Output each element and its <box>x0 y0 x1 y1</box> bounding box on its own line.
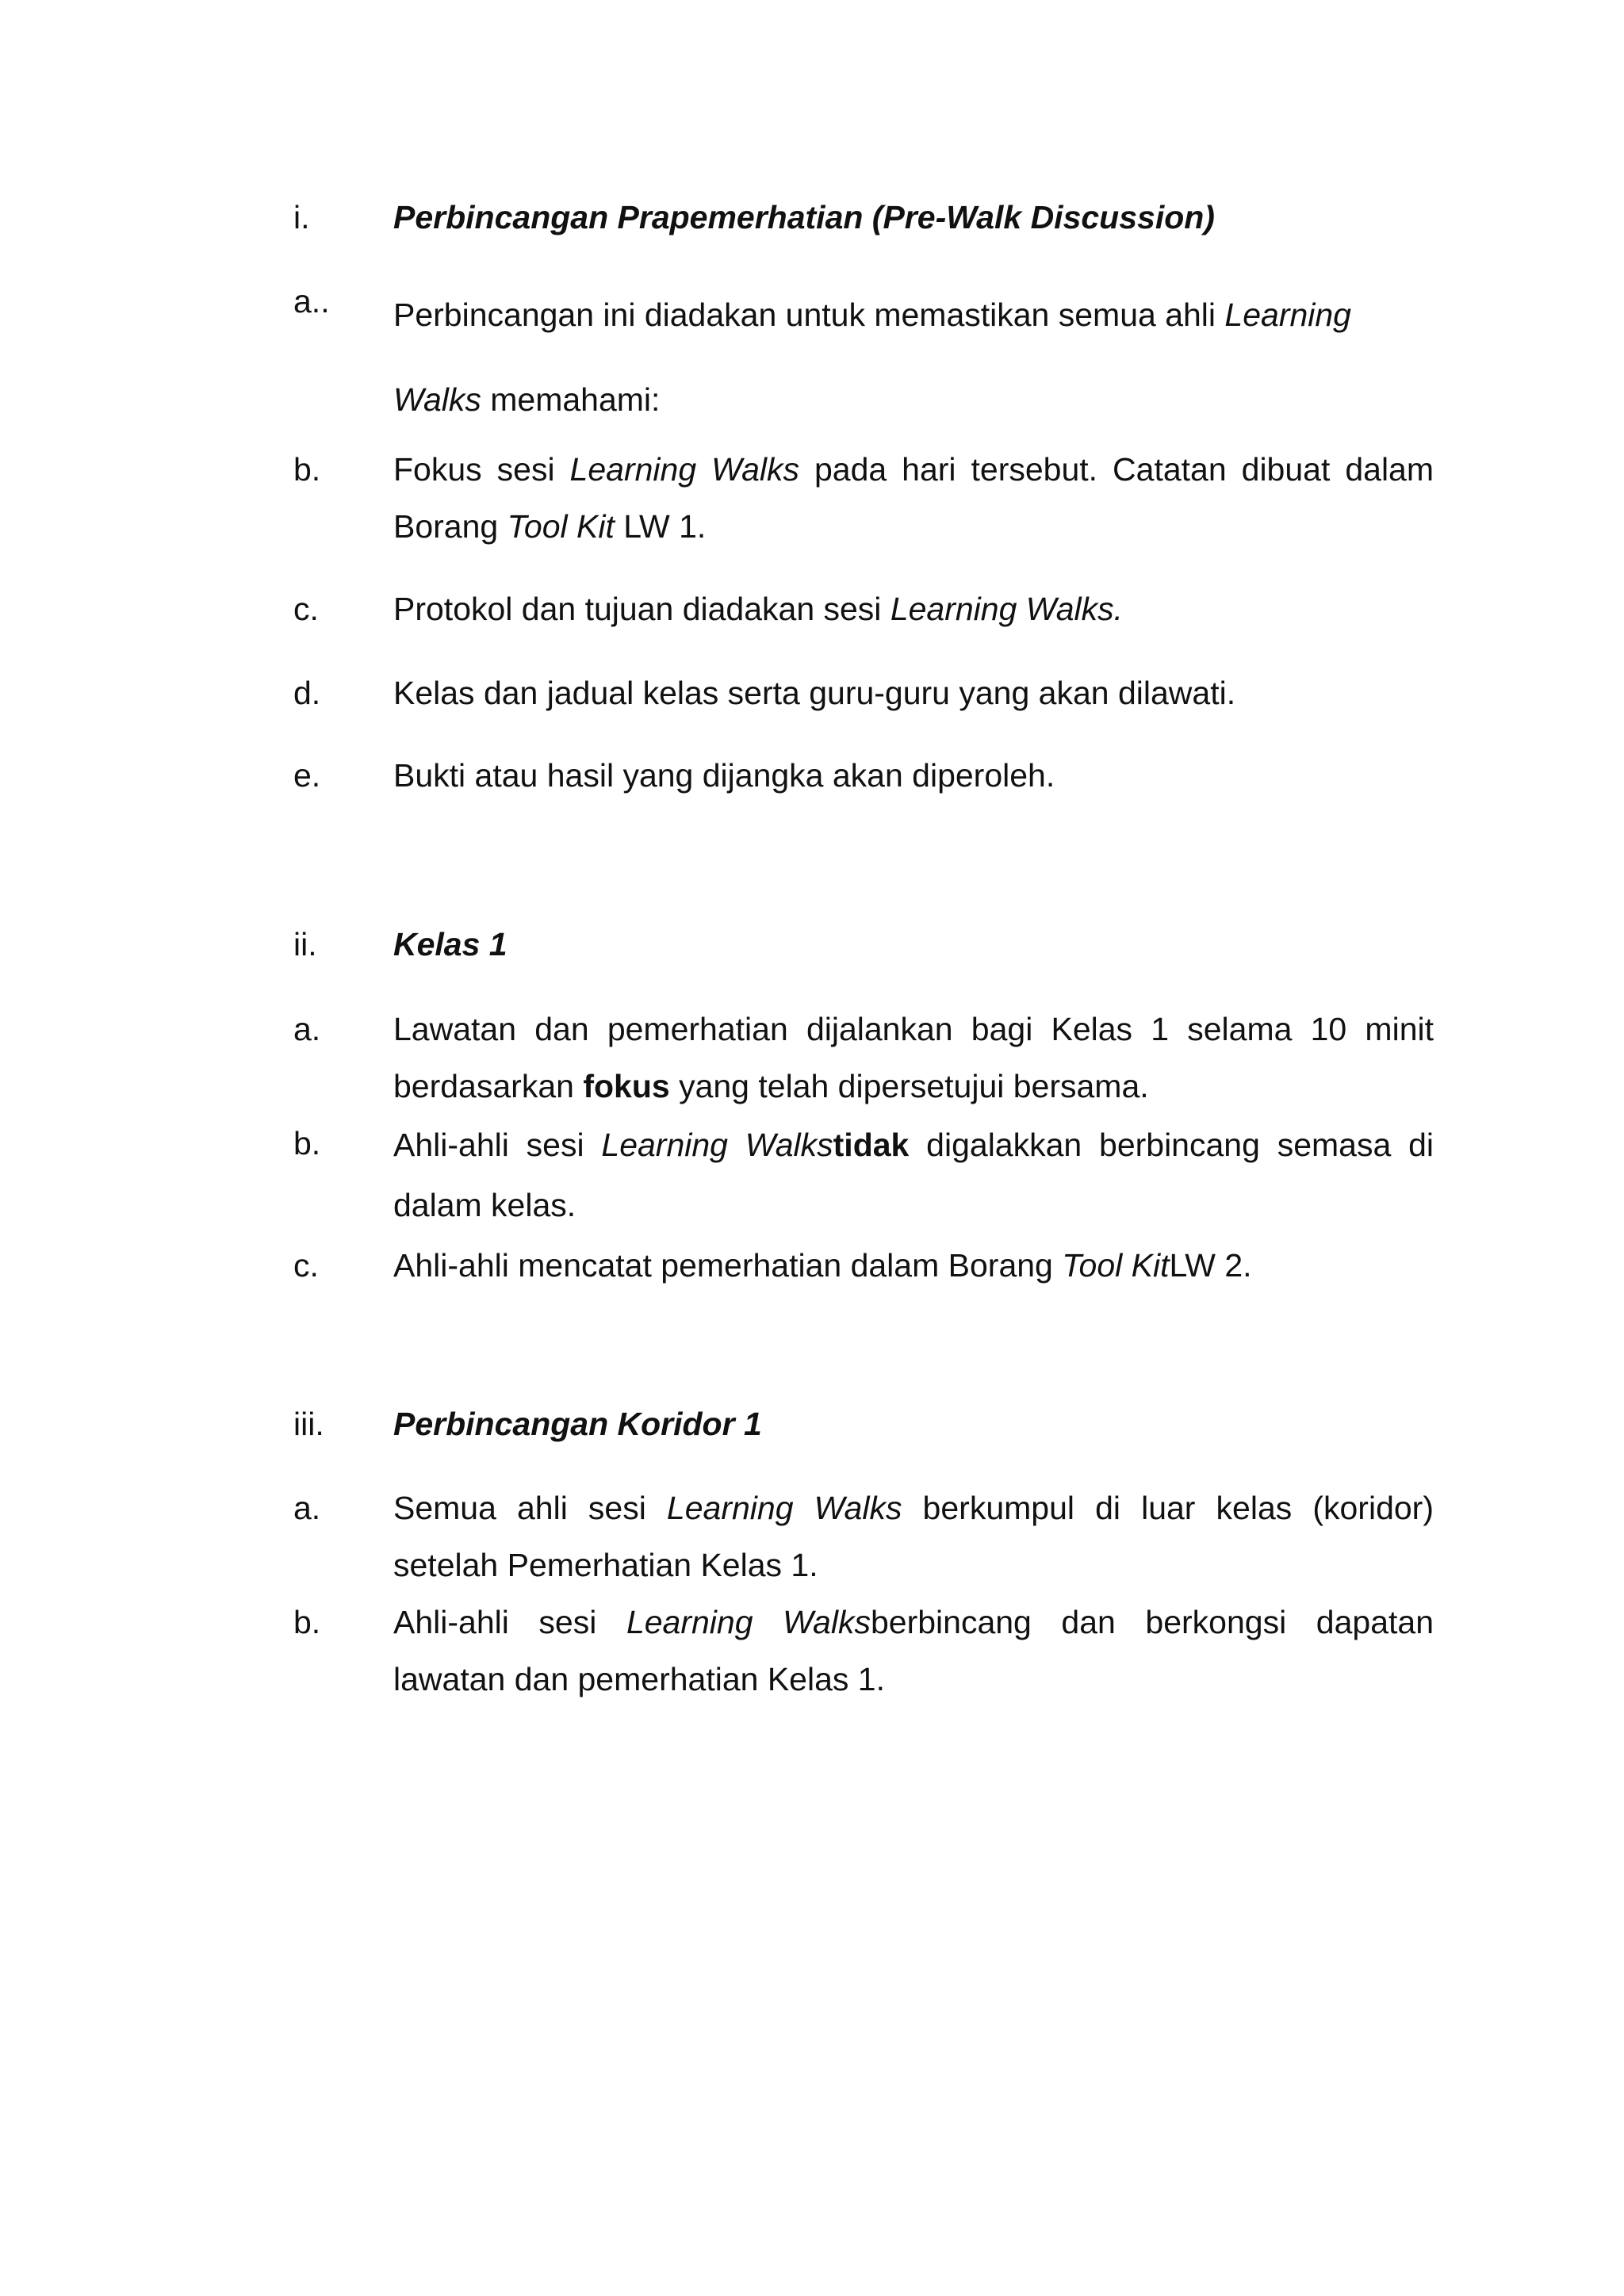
item-line: Semua ahli sesi Learning Walks berkumpul di luar kelas (koridor) <box>393 1490 1434 1526</box>
item-line: Fokus sesi Learning Walks pada hari tersebut. Catatan dibuat dalam <box>393 451 1434 488</box>
item-line: Ahli-ahli sesi Learning Walksberbincang dan berkongsi dapatan <box>393 1604 1434 1640</box>
section-number: iii. <box>293 1406 324 1442</box>
item-marker: c. <box>293 591 319 627</box>
item-marker: d. <box>293 675 321 711</box>
item-marker: e. <box>293 757 321 794</box>
section-title: Perbincangan Prapemerhatian (Pre-Walk Discussion) <box>393 199 1215 235</box>
item-line: Perbincangan ini diadakan untuk memastikan semua ahli Learning <box>393 297 1351 333</box>
item-line: Kelas dan jadual kelas serta guru-guru yang akan dilawati. <box>393 675 1236 711</box>
section-number: i. <box>293 199 310 235</box>
section-title: Kelas 1 <box>393 926 508 962</box>
item-marker: b. <box>293 451 321 488</box>
item-line: Walks memahami: <box>393 381 661 418</box>
item-line: Lawatan dan pemerhatian dijalankan bagi Kelas 1 selama 10 minit <box>393 1011 1434 1047</box>
item-line: setelah Pemerhatian Kelas 1. <box>393 1547 818 1583</box>
item-marker: b. <box>293 1604 321 1640</box>
item-line: lawatan dan pemerhatian Kelas 1. <box>393 1661 885 1697</box>
section-title: Perbincangan Koridor 1 <box>393 1406 762 1442</box>
item-line: Ahli-ahli sesi Learning Walkstidak digalakkan berbincang semasa di <box>393 1127 1434 1163</box>
item-line: berdasarkan fokus yang telah dipersetujui bersama. <box>393 1068 1149 1104</box>
section-number: ii. <box>293 926 317 962</box>
item-marker: a.. <box>293 283 330 320</box>
item-line: Borang Tool Kit LW 1. <box>393 508 707 545</box>
item-marker: a. <box>293 1011 321 1047</box>
item-marker: c. <box>293 1247 319 1284</box>
item-line: Bukti atau hasil yang dijangka akan diperoleh. <box>393 757 1055 794</box>
item-line: dalam kelas. <box>393 1187 576 1223</box>
item-line: Protokol dan tujuan diadakan sesi Learning Walks. <box>393 591 1124 627</box>
item-marker: b. <box>293 1125 321 1161</box>
item-line: Ahli-ahli mencatat pemerhatian dalam Borang Tool KitLW 2. <box>393 1247 1252 1284</box>
item-marker: a. <box>293 1490 321 1526</box>
